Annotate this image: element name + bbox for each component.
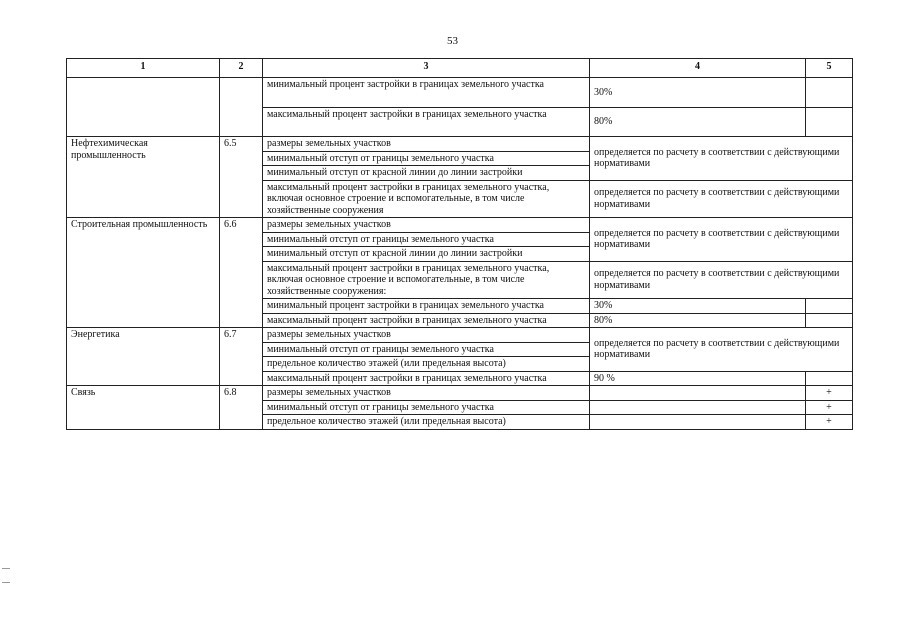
param-cell: минимальный отступ от границы земельного участка (263, 400, 590, 415)
header-col-4: 4 (590, 59, 806, 78)
zoning-table (66, 58, 853, 430)
value-cell: 90 % (590, 371, 806, 386)
margin-mark (2, 568, 10, 569)
mark-cell (806, 313, 853, 328)
group-code: 6.7 (220, 328, 263, 386)
param-cell: минимальный отступ от красной линии до линии застройки (263, 247, 590, 262)
header-row (67, 59, 853, 78)
param-cell: размеры земельных участков (263, 218, 590, 233)
param-cell: предельное количество этажей (или предельная высота) (263, 357, 590, 372)
value-cell: определяется по расчету в соответствии с действующими нормативами (590, 137, 853, 181)
mark-cell (806, 78, 853, 108)
group-name-cell (67, 78, 220, 137)
mark-cell: + (806, 400, 853, 415)
param-cell: минимальный процент застройки в границах земельного участка (263, 78, 590, 108)
table-row (67, 386, 853, 401)
page-number: 53 (447, 35, 458, 47)
header-col-5: 5 (806, 59, 853, 78)
table-row (67, 137, 853, 152)
param-cell: минимальный отступ от границы земельного участка (263, 151, 590, 166)
group-name: Нефтехимическая промышленность (67, 137, 220, 218)
value-cell (590, 400, 806, 415)
group-name: Энергетика (67, 328, 220, 386)
value-cell: 80% (590, 108, 806, 137)
value-cell: определяется по расчету в соответствии с действующими нормативами (590, 328, 853, 372)
table-row (67, 78, 853, 108)
mark-cell (806, 299, 853, 314)
param-cell: минимальный отступ от красной линии до линии застройки (263, 166, 590, 181)
value-cell (590, 386, 806, 401)
param-cell: минимальный отступ от границы земельного участка (263, 232, 590, 247)
group-name: Связь (67, 386, 220, 430)
param-cell: максимальный процент застройки в границах земельного участка (263, 313, 590, 328)
param-cell: минимальный процент застройки в границах земельного участка (263, 299, 590, 314)
value-cell: 30% (590, 299, 806, 314)
param-cell: размеры земельных участков (263, 386, 590, 401)
value-cell (590, 415, 806, 430)
header-col-1: 1 (67, 59, 220, 78)
value-cell: 80% (590, 313, 806, 328)
group-code: 6.8 (220, 386, 263, 430)
mark-cell (806, 108, 853, 137)
mark-cell: + (806, 415, 853, 430)
group-name: Строительная промышленность (67, 218, 220, 328)
value-cell: 30% (590, 78, 806, 108)
group-code: 6.6 (220, 218, 263, 328)
group-code-cell (220, 78, 263, 137)
mark-cell (806, 371, 853, 386)
margin-mark (2, 582, 10, 583)
value-cell: определяется по расчету в соответствии с действующими нормативами (590, 180, 853, 218)
table-row (67, 218, 853, 233)
param-cell: максимальный процент застройки в границах земельного участка (263, 108, 590, 137)
table-row (67, 328, 853, 343)
param-cell: размеры земельных участков (263, 328, 590, 343)
value-cell: определяется по расчету в соответствии с действующими нормативами (590, 218, 853, 262)
param-cell: предельное количество этажей (или предельная высота) (263, 415, 590, 430)
param-cell: максимальный процент застройки в границах земельного участка, включая основное строение и вспомогательные, в том числе хозяйственные сооружения (263, 180, 590, 218)
header-col-2: 2 (220, 59, 263, 78)
header-col-3: 3 (263, 59, 590, 78)
group-code: 6.5 (220, 137, 263, 218)
param-cell: размеры земельных участков (263, 137, 590, 152)
value-cell: определяется по расчету в соответствии с действующими нормативами (590, 261, 853, 299)
mark-cell: + (806, 386, 853, 401)
param-cell: максимальный процент застройки в границах земельного участка, включая основное строение и вспомогательные, в том числе хозяйственные сооружения: (263, 261, 590, 299)
param-cell: минимальный отступ от границы земельного участка (263, 342, 590, 357)
param-cell: максимальный процент застройки в границах земельного участка (263, 371, 590, 386)
